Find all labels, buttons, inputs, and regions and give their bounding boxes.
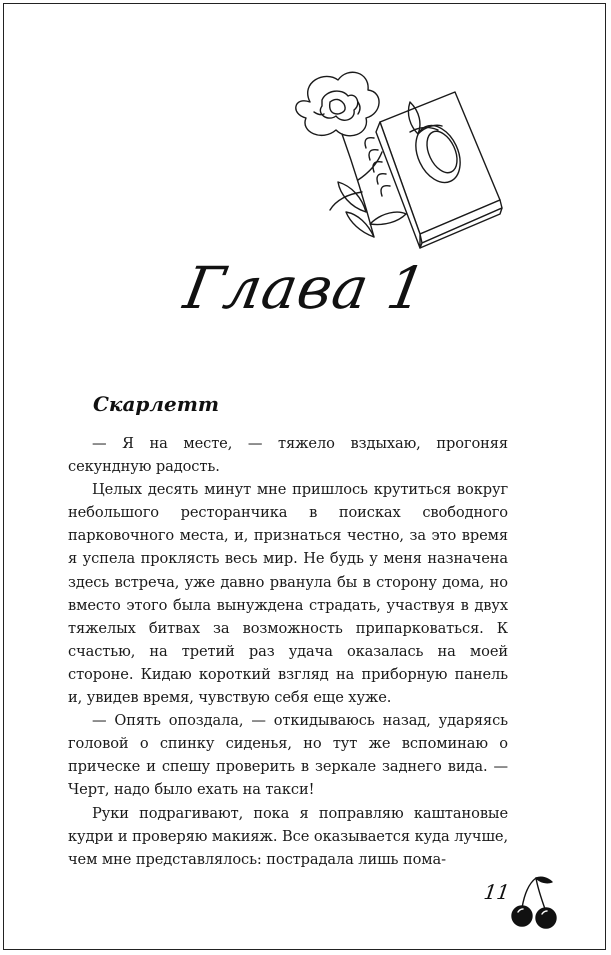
page-number: 11	[482, 880, 512, 904]
book-with-peony-icon	[270, 62, 510, 257]
body-text	[68, 432, 508, 871]
chapter-pov-heading: Скарлетт	[93, 392, 220, 416]
cherry-icon	[508, 874, 560, 930]
paragraph: — Опять опоздала, — откидываюсь назад, ударяясь головой о спинку сиденья, но тут же вспоминаю о прическе и спешу проверить в зеркале заднего вида. — Черт, надо было ехать на такси!	[68, 712, 508, 799]
paragraph: — Я на месте, — тяжело вздыхаю, прогоняя секундную радость.	[68, 435, 508, 476]
paragraph: Целых десять минут мне пришлось крутиться вокруг небольшого ресторанчика в поисках свободного парковочного места, и, признаться честно, за это время я успела проклясть весь мир. Не будь у меня назначена здесь встреча, уже давно рванула бы в сторону дома, но вместо этого была вынуждена страдать, участвуя в двух тяжелых битвах за возможность припарковаться. К счастью, на третий раз удача оказалась на моей стороне. Кидаю короткий взгляд на приборную панель и, увидев время, чувствую себя еще хуже.	[68, 481, 508, 707]
page-footer	[478, 872, 568, 932]
paragraph: Руки подрагивают, пока я поправляю каштановые кудри и проверяю макияж. Все оказывается куда лучше, чем мне представлялось: пострадала лишь пома-	[68, 804, 508, 868]
chapter-title: Глава 1	[179, 254, 432, 322]
